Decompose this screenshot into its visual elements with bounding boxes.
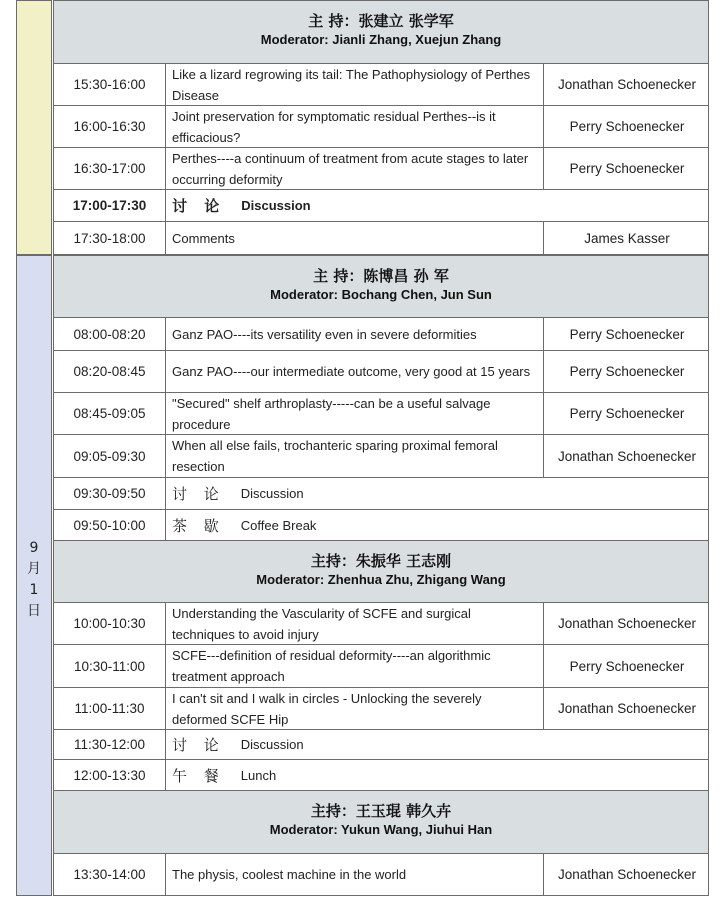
time-cell: 09:50-10:00 (54, 510, 166, 540)
break-label-en: Discussion (240, 486, 304, 501)
session-header (53, 791, 709, 854)
table-row (53, 435, 709, 478)
table-row (53, 222, 709, 255)
break-cell (166, 730, 710, 759)
time-cell: 17:00-17:30 (54, 190, 166, 221)
session-chair-en: Moderator: Jianli Zhang, Xuejun Zhang (260, 32, 502, 47)
topic-cell: "Secured" shelf arthroplasty-----can be a useful salvage procedure (172, 395, 491, 432)
break-cell (166, 510, 710, 540)
speaker-cell: Jonathan Schoenecker (543, 688, 710, 729)
speaker-cell: Jonathan Schoenecker (543, 435, 710, 477)
time-cell: 16:00-16:30 (54, 106, 166, 147)
time-cell: 12:00-13:30 (54, 760, 166, 790)
session-chair-zh: 主持：王玉琨 韩久卉 (310, 802, 452, 820)
day-label-char: 日 (27, 603, 41, 619)
speaker-cell: Jonathan Schoenecker (543, 64, 710, 105)
time-cell: 15:30-16:00 (54, 64, 166, 105)
schedule-table (16, 0, 709, 896)
speaker-cell: Jonathan Schoenecker (543, 603, 710, 644)
time-cell: 09:05-09:30 (54, 435, 166, 477)
break-row (53, 478, 709, 510)
session-chair-en: Moderator: Bochang Chen, Jun Sun (270, 287, 492, 302)
day-label-char: 9 (29, 540, 39, 556)
break-row (53, 190, 709, 222)
topic-cell: Understanding the Vascularity of SCFE and surgical techniques to avoid injury (172, 605, 471, 642)
session-header (53, 255, 709, 318)
table-row (53, 351, 709, 393)
table-row (53, 106, 709, 148)
break-label-zh: 茶 歇 (172, 516, 225, 535)
time-cell: 13:30-14:00 (54, 854, 166, 895)
time-cell: 08:45-09:05 (54, 393, 166, 434)
table-row (53, 854, 709, 896)
break-label-zh: 午 餐 (172, 766, 225, 785)
session-header (53, 541, 709, 603)
session-chair-en: Moderator: Yukun Wang, Jiuhui Han (269, 822, 493, 837)
topic-cell: When all else fails, trochanteric sparing proximal femoral resection (172, 438, 498, 474)
break-cell (166, 190, 710, 221)
break-cell (166, 760, 710, 790)
break-row (53, 760, 709, 791)
speaker-cell: Perry Schoenecker (543, 645, 710, 687)
session-chair-zh: 主 持：陈博昌 孙 军 (313, 267, 449, 285)
topic-cell: Perthes----a continuum of treatment from acute stages to later occurring deformity (172, 150, 529, 187)
time-cell: 10:30-11:00 (54, 645, 166, 687)
time-cell: 11:00-11:30 (54, 688, 166, 729)
break-row (53, 730, 709, 760)
table-row (53, 393, 709, 435)
topic-cell: SCFE---definition of residual deformity----an algorithmic treatment approach (172, 648, 491, 684)
table-row (53, 688, 709, 730)
day-label-char: 1 (29, 582, 39, 598)
topic-cell: The physis, coolest machine in the world (172, 867, 407, 882)
break-label-en: Coffee Break (240, 517, 317, 533)
day-label (16, 538, 52, 622)
session-chair-zh: 主持：朱振华 王志刚 (310, 552, 452, 570)
time-cell: 11:30-12:00 (54, 730, 166, 759)
topic-cell: Ganz PAO----our intermediate outcome, very good at 15 years (172, 364, 531, 379)
break-label-zh: 讨 论 (172, 736, 225, 754)
table-row (53, 64, 709, 106)
session-chair-en: Moderator: Zhenhua Zhu, Zhigang Wang (256, 572, 506, 587)
table-row (53, 603, 709, 645)
topic-cell: Like a lizard regrowing its tail: The Pathophysiology of Perthes Disease (172, 66, 531, 103)
topic-cell: Ganz PAO----its versatility even in severe deformities (172, 326, 477, 342)
break-label-en: Lunch (240, 767, 277, 783)
time-cell: 10:00-10:30 (54, 603, 166, 644)
day-label-char: 月 (27, 561, 41, 577)
time-cell: 08:00-08:20 (54, 318, 166, 350)
time-cell: 16:30-17:00 (54, 148, 166, 189)
topic-cell: Joint preservation for symptomatic residual Perthes--is it efficacious? (172, 108, 496, 145)
break-label-zh: 讨 论 (172, 485, 225, 503)
topic-cell: Comments (172, 230, 235, 246)
speaker-cell: James Kasser (543, 222, 710, 254)
time-cell: 09:30-09:50 (54, 478, 166, 509)
break-cell (166, 478, 710, 509)
break-row (53, 510, 709, 541)
break-label-zh: 讨 论 (172, 197, 226, 215)
previous-day-column (16, 0, 52, 255)
table-row (53, 148, 709, 190)
session-chair-zh: 主 持：张建立 张学军 (308, 12, 454, 30)
speaker-cell: Perry Schoenecker (543, 148, 710, 189)
table-row (53, 318, 709, 351)
table-row (53, 645, 709, 688)
break-label-en: Discussion (240, 737, 304, 752)
speaker-cell: Perry Schoenecker (543, 106, 710, 147)
time-cell: 08:20-08:45 (54, 351, 166, 392)
speaker-cell: Perry Schoenecker (543, 393, 710, 434)
time-cell: 17:30-18:00 (54, 222, 166, 254)
session-header (53, 0, 709, 64)
topic-cell: I can't sit and I walk in circles - Unlocking the severely deformed SCFE Hip (172, 690, 482, 727)
break-label-en: Discussion (241, 198, 311, 213)
speaker-cell: Perry Schoenecker (543, 351, 710, 392)
speaker-cell: Jonathan Schoenecker (543, 854, 710, 895)
speaker-cell: Perry Schoenecker (543, 318, 710, 350)
